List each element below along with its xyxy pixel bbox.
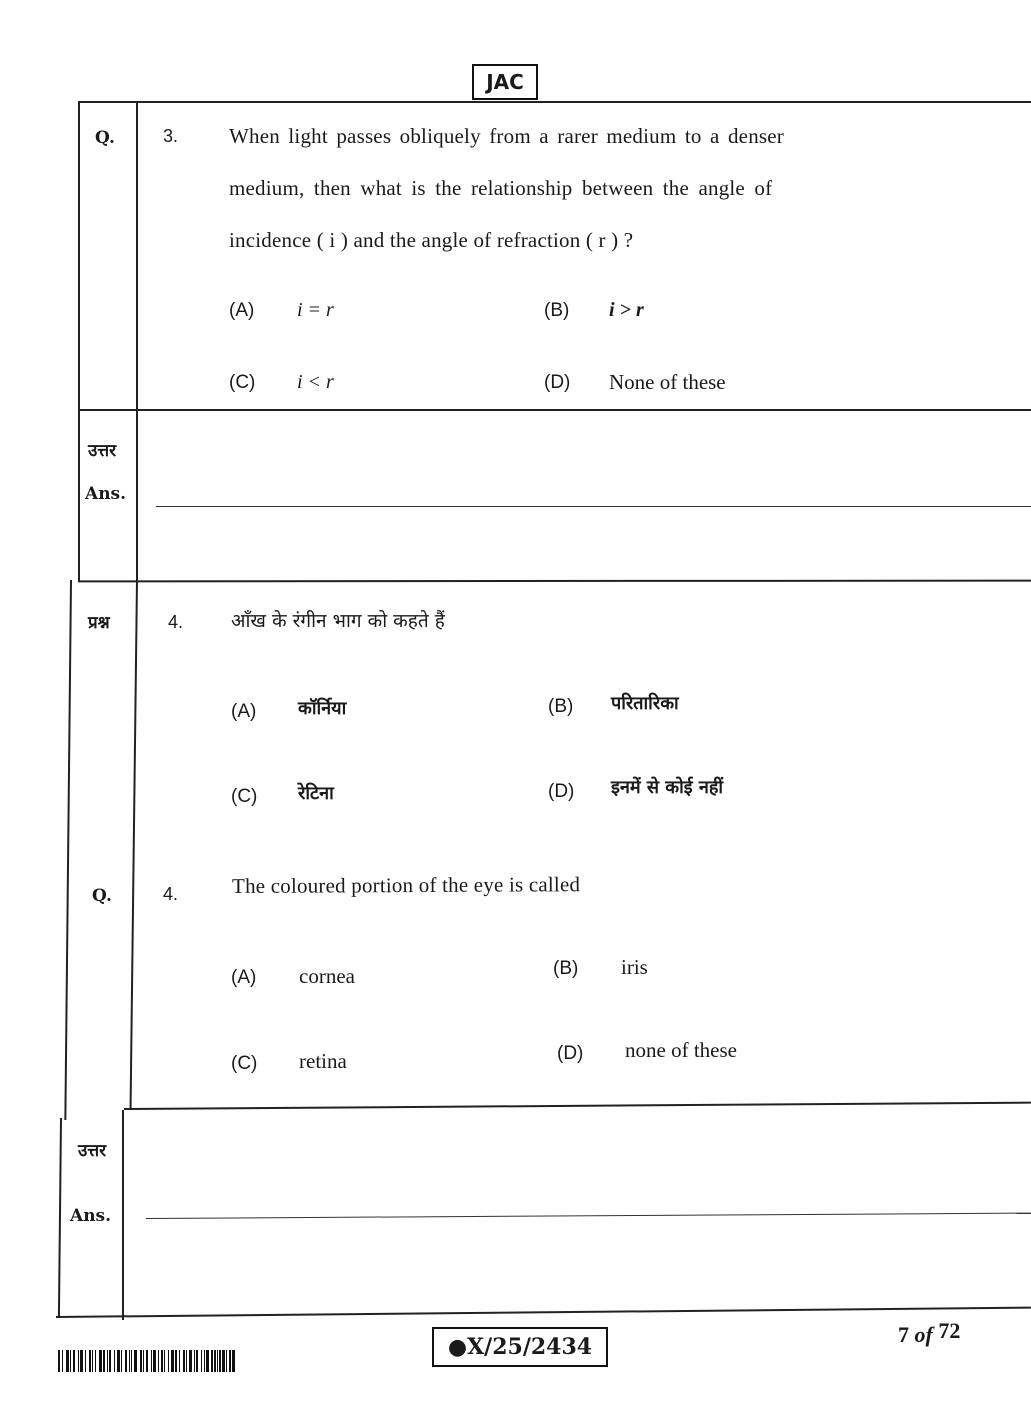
q4-english-option-d-letter: (D) (557, 1043, 584, 1064)
q4-english-number: 4. (163, 884, 179, 904)
label-column-divider-bottom (122, 1110, 124, 1320)
ans4-writing-line (146, 1213, 1031, 1219)
page-of: of (914, 1322, 933, 1347)
q3-option-b-letter: (B) (544, 300, 570, 321)
q3-label: Q. (95, 128, 115, 148)
q4-english-option-d-text: none of these (625, 1038, 737, 1062)
q4-english-option-c-text: retina (299, 1049, 347, 1073)
q3-text-line3: incidence ( i ) and the angle of refraction ( r ) ? (229, 228, 634, 252)
q3-option-a-text: i = r (297, 299, 334, 321)
page-bottom-rule (56, 1307, 1031, 1318)
label-column-divider (136, 101, 138, 581)
label-column-divider-lower (130, 580, 138, 1110)
q3-option-c-letter: (C) (229, 372, 256, 393)
q4-hindi-option-c-letter: (C) (231, 786, 258, 807)
paper-code: ●X/25/2434 (432, 1327, 608, 1367)
q4-hindi-option-a-letter: (A) (231, 701, 257, 722)
left-border (78, 101, 80, 581)
q4-hindi-label: प्रश्न (88, 613, 110, 633)
ans4-label-hindi: उत्तर (78, 1141, 107, 1161)
q4-hindi-option-c-text: रेटिना (298, 783, 334, 804)
ans3-bottom-rule (78, 580, 1031, 583)
barcode (58, 1350, 324, 1372)
q3-option-c-text: i < r (297, 371, 334, 393)
q3-number: 3. (163, 126, 179, 146)
q4-hindi-option-a-text: कॉर्निया (298, 698, 347, 719)
page-total: 72 (938, 1318, 961, 1343)
q3-text-line2: medium, then what is the relationship between the angle of (229, 176, 773, 200)
q3-text-line1: When light passes obliquely from a rarer medium to a denser (229, 124, 784, 148)
q4-hindi-option-d-text: इनमें से कोई नहीं (611, 777, 724, 798)
q4-english-label: Q. (92, 886, 112, 906)
q4-english-option-a-letter: (A) (231, 967, 257, 988)
q4-hindi-option-b-letter: (B) (548, 696, 574, 717)
q4-english-option-b-text: iris (621, 955, 648, 979)
left-border-bottom (58, 1118, 62, 1318)
q4-hindi-option-b-text: परितारिका (611, 693, 679, 714)
q4-bottom-rule (124, 1102, 1031, 1110)
q3-option-b-text: i > r (609, 299, 644, 321)
q4-english-option-c-letter: (C) (231, 1053, 258, 1074)
q4-hindi-option-d-letter: (D) (548, 781, 575, 802)
page-number (898, 1318, 961, 1348)
left-border-lower (64, 580, 72, 1120)
top-rule (78, 101, 1031, 103)
q3-bottom-rule (78, 409, 1031, 411)
q4-english-option-a-text: cornea (299, 964, 355, 988)
header-badge: JAC (472, 64, 538, 100)
q3-option-a-letter: (A) (229, 300, 255, 321)
ans4-label: Ans. (70, 1206, 112, 1226)
q3-option-d-text: None of these (609, 370, 726, 394)
q4-english-option-b-letter: (B) (553, 958, 579, 979)
q4-hindi-text: आँख के रंगीन भाग को कहते हैं (231, 610, 445, 632)
ans3-label: Ans. (85, 484, 127, 504)
q4-hindi-number: 4. (168, 612, 184, 632)
q3-option-d-letter: (D) (544, 372, 571, 393)
q4-english-text: The coloured portion of the eye is called (231, 872, 581, 898)
ans3-writing-line (156, 506, 1031, 507)
ans3-label-hindi: उत्तर (88, 441, 117, 461)
page-current: 7 (898, 1322, 909, 1347)
